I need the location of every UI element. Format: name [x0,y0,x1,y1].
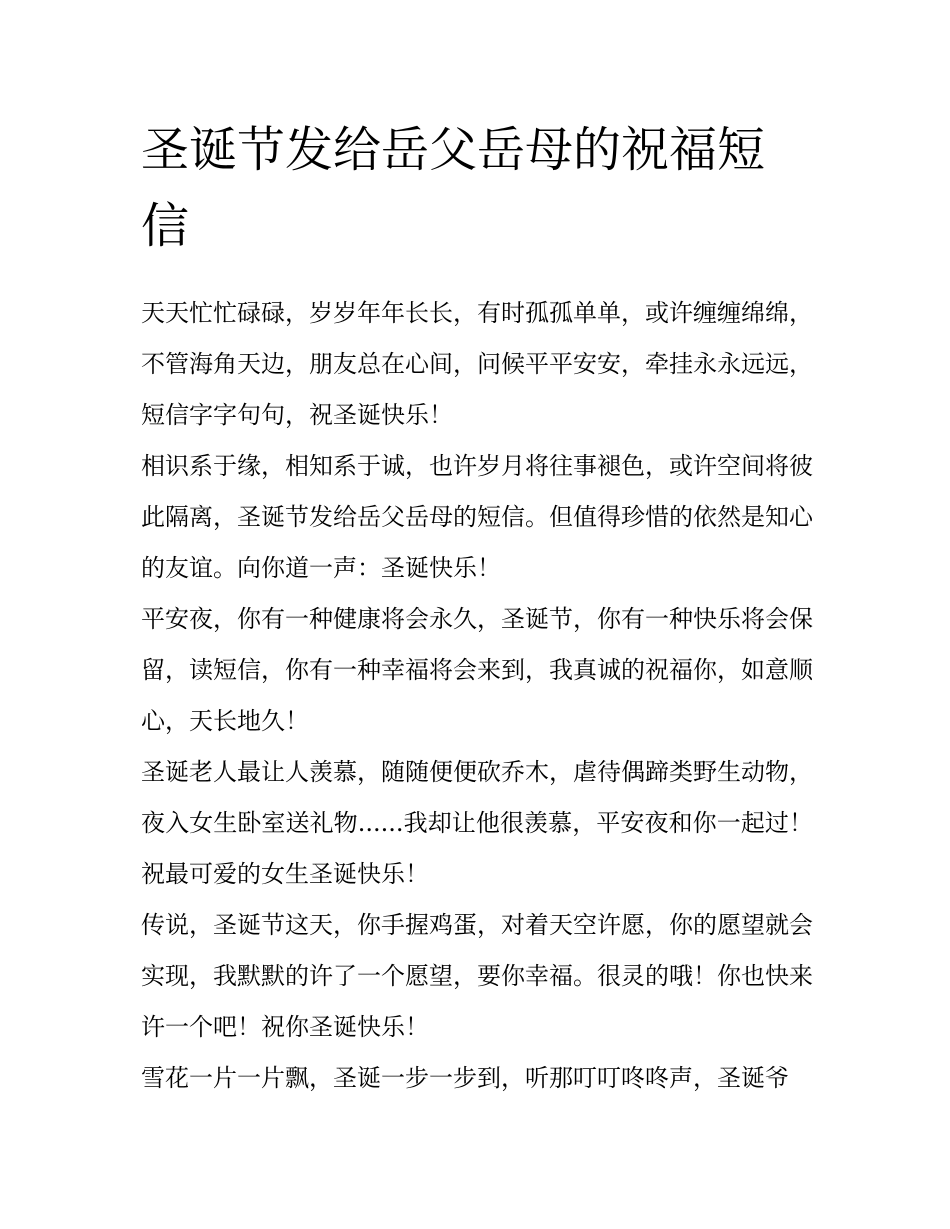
paragraph-2: 相识系于缘，相知系于诚，也许岁月将往事褪色，或许空间将彼此隔离，圣诞节发给岳父岳母的短信。但值得珍惜的依然是知心的友谊。向你道一声：圣诞快乐！ [141,452,813,582]
document-body [141,288,813,1104]
paragraph-3: 平安夜，你有一种健康将会永久，圣诞节，你有一种快乐将会保留，读短信，你有一种幸福将会来到，我真诚的祝福你，如意顺心，天长地久！ [141,605,813,735]
document-content [141,112,813,1104]
paragraph-4: 圣诞老人最让人羡慕，随随便便砍乔木，虐待偶蹄类野生动物，夜入女生卧室送礼物......我却让他很羡慕，平安夜和你一起过！祝最可爱的女生圣诞快乐！ [141,758,813,888]
paragraph-6: 雪花一片一片飘，圣诞一步一步到，听那叮叮咚咚声，圣诞爷 [141,1064,789,1092]
paragraph-1: 天天忙忙碌碌，岁岁年年长长，有时孤孤单单，或许缠缠绵绵，不管海角天边，朋友总在心间，问候平平安安，牵挂永永远远，短信字字句句，祝圣诞快乐！ [141,299,813,429]
document-title: 圣诞节发给岳父岳母的祝福短信 [141,122,766,254]
paragraph-5: 传说，圣诞节这天，你手握鸡蛋，对着天空许愿，你的愿望就会实现，我默默的许了一个愿望，要你幸福。很灵的哦！你也快来许一个吧！祝你圣诞快乐！ [141,911,813,1041]
